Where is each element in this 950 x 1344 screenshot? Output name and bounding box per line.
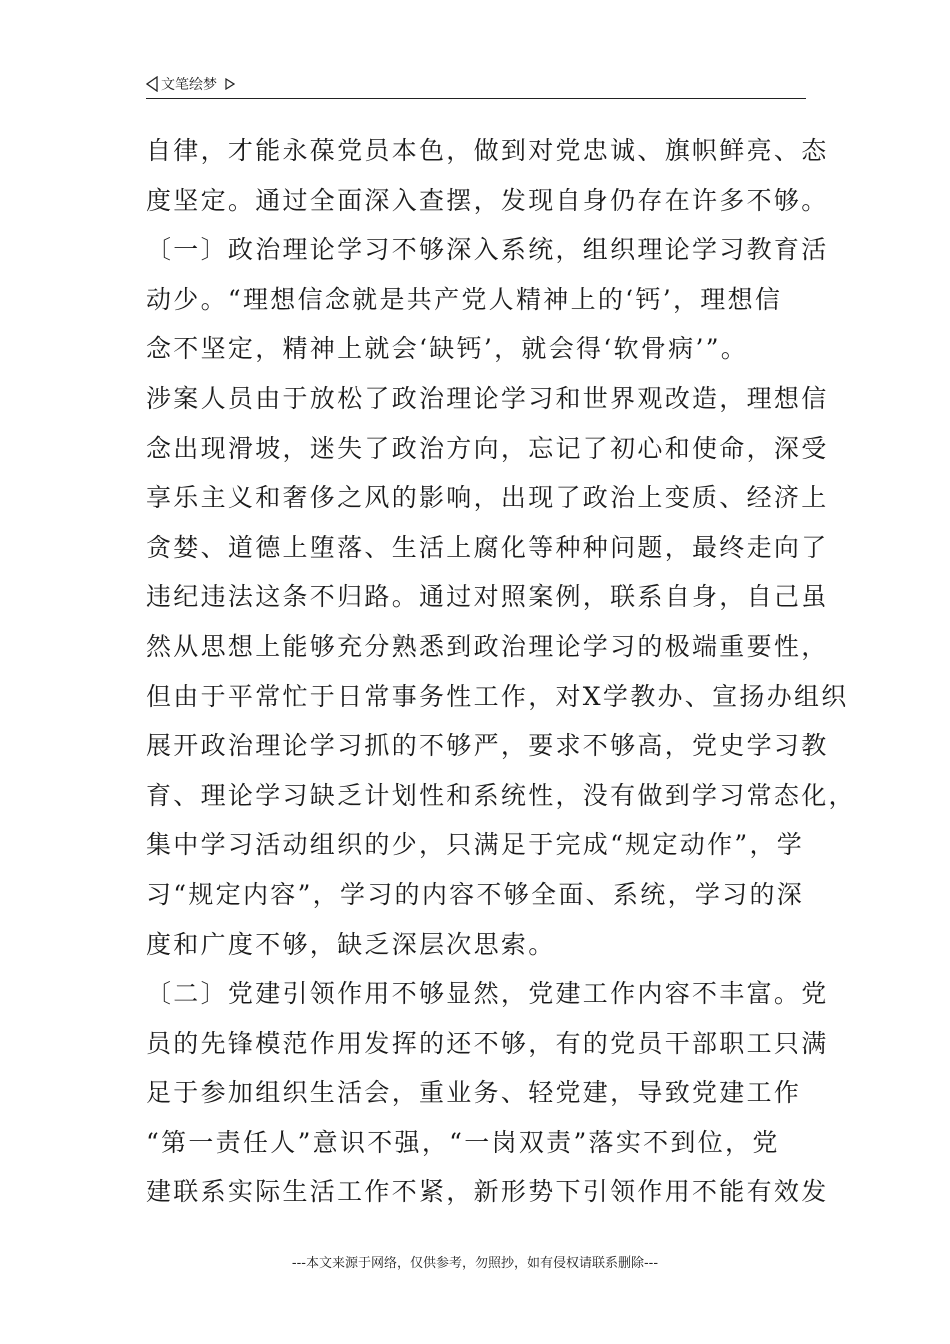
text-line: 享乐主义和奢侈之风的影响，出现了政治上变质、经济上 — [146, 483, 829, 513]
text-line: 员的先锋模范作用发挥的还不够，有的党员干部职工只满 — [146, 1028, 829, 1058]
text-line: 自律，才能永葆党员本色，做到对党忠诚、旗帜鲜亮、态 — [146, 136, 829, 165]
header-brand — [146, 74, 235, 94]
text-line: 集中学习活动组织的少，只满足于完成“规定动作”，学 — [146, 830, 805, 860]
text-line: 〔二〕党建引领作用不够显然，党建工作内容不丰富。党 — [146, 979, 829, 1009]
text-line: 念不坚定，精神上就会‘缺钙’，就会得‘软骨病’”。 — [146, 334, 749, 364]
text-line: 贪婪、道德上堕落、生活上腐化等种种问题，最终走向了 — [146, 532, 829, 562]
text-line: 涉案人员由于放松了政治理论学习和世界观改造，理想信 — [146, 383, 829, 413]
text-line: 足于参加组织生活会，重业务、轻党建，导致党建工作 — [146, 1078, 802, 1108]
text-line: 建联系实际生活工作不紧，新形势下引领作用不能有效发 — [146, 1177, 829, 1207]
text-line: 度和广度不够，缺乏深层次思索。 — [146, 929, 556, 959]
triangle-right-icon — [225, 78, 235, 90]
page-header — [146, 74, 806, 99]
page-footer: ---本文来源于网络，仅供参考，勿照抄，如有侵权请联系删除--- — [291, 1256, 659, 1271]
triangle-left-icon — [146, 76, 158, 92]
text-line: “第一责任人”意识不强，“一岗双责”落实不到位，党 — [146, 1127, 780, 1157]
text-line: 度坚定。通过全面深入查摆，发现自身仍存在许多不够。 — [146, 185, 829, 215]
text-line: 违纪违法这条不归路。通过对照案例，联系自身，自己虽 — [146, 582, 829, 612]
text-line: 育、理论学习缺乏计划性和系统性，没有做到学习常态化， — [146, 780, 856, 810]
text-line: 习“规定内容”，学习的内容不够全面、系统，学习的深 — [146, 879, 805, 909]
text-line: 念出现滑坡，迷失了政治方向，忘记了初心和使命，深受 — [146, 433, 829, 463]
text-line: 然从思想上能够充分熟悉到政治理论学习的极端重要性， — [146, 631, 829, 661]
document-body — [146, 126, 856, 1217]
text-line: 但由于平常忙于日常事务性工作，对X学教办、宣扬办组织 — [146, 681, 849, 711]
text-line: 〔一〕政治理论学习不够深入系统，组织理论学习教育活 — [146, 235, 829, 265]
text-line: 动少。“理想信念就是共产党人精神上的‘钙’，理想信 — [146, 284, 783, 314]
text-line: 展开政治理论学习抓的不够严，要求不够高，党史学习教 — [146, 731, 829, 761]
header-title: 文笔绘梦 — [161, 77, 217, 93]
